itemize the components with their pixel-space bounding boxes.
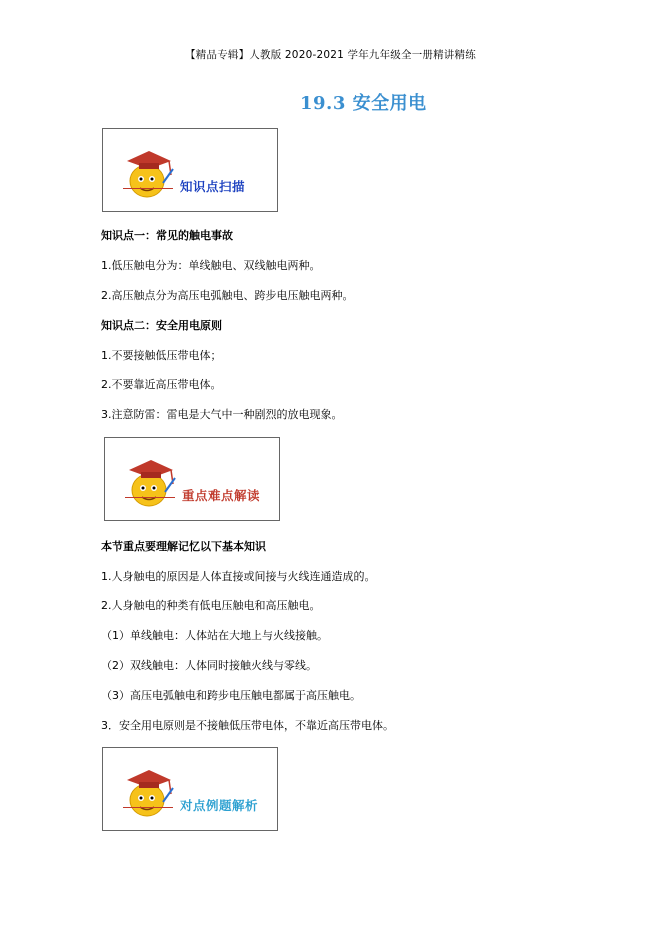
badge-rule bbox=[123, 807, 173, 808]
section1-item-2: 2.高压触点分为高压电弧触电、跨步电压触电两种。 bbox=[101, 289, 354, 302]
badge-label: 重点难点解读 bbox=[182, 488, 261, 503]
section3-item-3: （1）单线触电：人体站在大地上与火线接触。 bbox=[101, 629, 328, 642]
badge-label: 对点例题解析 bbox=[180, 798, 259, 813]
badge-rule bbox=[123, 188, 173, 189]
section3-item-1: 1.人身触电的原因是人体直接或间接与火线连通造成的。 bbox=[101, 570, 376, 583]
section3-item-6: 3．安全用电原则是不接触低压带电体，不靠近高压带电体。 bbox=[101, 719, 394, 732]
graduate-mascot-icon bbox=[121, 758, 177, 822]
badge-rule bbox=[125, 497, 175, 498]
graduate-mascot-icon bbox=[123, 448, 179, 512]
section1-item-1: 1.低压触电分为：单线触电、双线触电两种。 bbox=[101, 259, 321, 272]
section3-item-5: （3）高压电弧触电和跨步电压触电都属于高压触电。 bbox=[101, 689, 361, 702]
section3-item-2: 2.人身触电的种类有低电压触电和高压触电。 bbox=[101, 599, 321, 612]
examples-badge bbox=[102, 747, 278, 831]
section2-item-3: 3.注意防雷：雷电是大气中一种剧烈的放电现象。 bbox=[101, 408, 343, 421]
key-points-badge bbox=[104, 437, 280, 521]
knowledge-scan-badge bbox=[102, 128, 278, 212]
section3-heading: 本节重点要理解记忆以下基本知识 bbox=[101, 540, 266, 553]
page-title: 19.3 安全用电 bbox=[300, 93, 427, 114]
graduate-mascot-icon bbox=[121, 139, 177, 203]
section2-heading: 知识点二：安全用电原则 bbox=[101, 319, 222, 332]
section1-heading: 知识点一：常见的触电事故 bbox=[101, 229, 233, 242]
page-header: 【精品专辑】人教版 2020-2021 学年九年级全一册精讲精练 bbox=[185, 49, 476, 61]
section2-item-1: 1.不要接触低压带电体； bbox=[101, 349, 222, 362]
badge-label: 知识点扫描 bbox=[180, 179, 246, 194]
section3-item-4: （2）双线触电：人体同时接触火线与零线。 bbox=[101, 659, 317, 672]
section2-item-2: 2.不要靠近高压带电体。 bbox=[101, 378, 222, 391]
